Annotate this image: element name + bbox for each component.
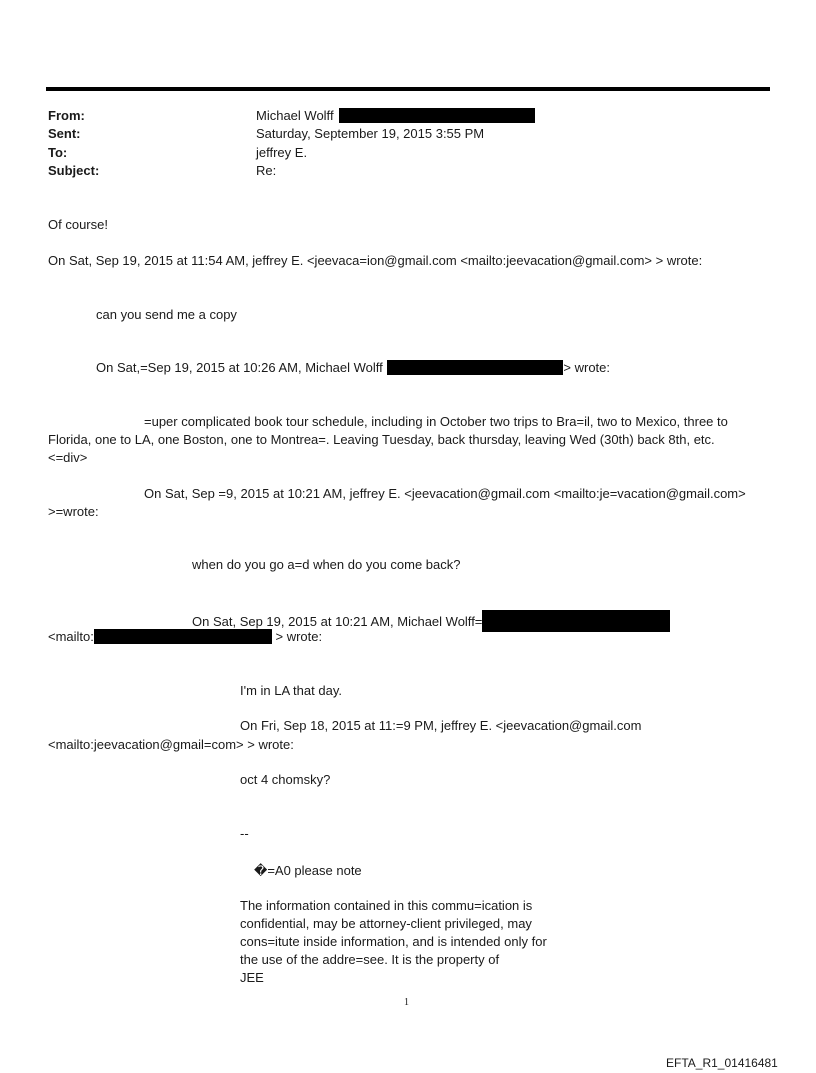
quote4-mailto-prefix: <mailto: [48,629,94,644]
quote2-line2: Florida, one to LA, one Boston, one to Montrea=. Leaving Tuesday, back thursday, leaving Wed (30th) back 8th, etc. [48,432,715,447]
disclaimer-line: The information contained in this commu=ication is [240,898,533,913]
quote4-mailto-suffix: > wrote: [275,629,323,644]
disclaimer-line: cons=itute inside information, and is intended only for [240,934,547,949]
subject-label: Subject: [48,163,100,178]
disclaimer-line: JEE [240,970,264,985]
document-id-footer: EFTA_R1_01416481 [666,1056,778,1070]
from-value [256,107,535,125]
redaction-quote4-email [482,610,670,632]
quote4-text: I'm in LA that day. [240,683,342,698]
disclaimer-line: confidential, may be attorney-client privileged, may [240,916,532,931]
quote2-line1: =uper complicated book tour schedule, including in October two trips to Bra=il, two to Mexico, three to [144,414,728,429]
signature-note: �=A0 please note [254,863,362,878]
sent-label: Sent: [48,126,81,141]
quote3-text: when do you go a=d when do you come back? [192,557,461,572]
quote2-header-suffix: > wrote: [563,360,611,375]
redaction-from-email [339,108,535,123]
redaction-quote2-email [387,360,563,375]
quote2-header-prefix: On Sat,=Sep 19, 2015 at 10:26 AM, Michael Wolff [96,360,383,375]
reply-text: Of course! [48,217,108,232]
quote4-header-text: On Sat, Sep 19, 2015 at 10:21 AM, Michael Wolff= [192,614,483,629]
quote3-header-line1: On Sat, Sep =9, 2015 at 10:21 AM, jeffrey E. <jeevacation@gmail.com <mailto:je=vacation@gmail.com> [144,486,746,501]
header-rule [46,87,770,91]
quote1-text: can you send me a copy [96,307,237,322]
page-number: 1 [404,997,409,1008]
signature-dashes: -- [240,826,249,841]
from-label: From: [48,108,85,123]
quote5-header-line2: <mailto:jeevacation@gmail=com> > wrote: [48,737,294,752]
to-value: jeffrey E. [256,145,308,160]
redaction-quote4-mailto [94,629,272,644]
quote2-line3: <=div> [48,450,88,465]
subject-value: Re: [256,163,277,178]
disclaimer [240,897,640,987]
sent-value: Saturday, September 19, 2015 3:55 PM [256,126,485,141]
disclaimer-line: the use of the addre=see. It is the property of [240,952,500,967]
quote1-header: On Sat, Sep 19, 2015 at 11:54 AM, jeffrey E. <jeevaca=ion@gmail.com <mailto:jeevacation@gmail.com> > wrote: [48,253,703,268]
to-label: To: [48,145,68,160]
quote5-header-line1: On Fri, Sep 18, 2015 at 11:=9 PM, jeffrey E. <jeevacation@gmail.com [240,718,642,733]
from-name: Michael Wolff [256,108,334,123]
quote4-header-line2 [48,628,322,646]
quote3-header-line2: >=wrote: [48,504,99,519]
quote5-text: oct 4 chomsky? [240,772,331,787]
quote2-header [96,359,610,377]
